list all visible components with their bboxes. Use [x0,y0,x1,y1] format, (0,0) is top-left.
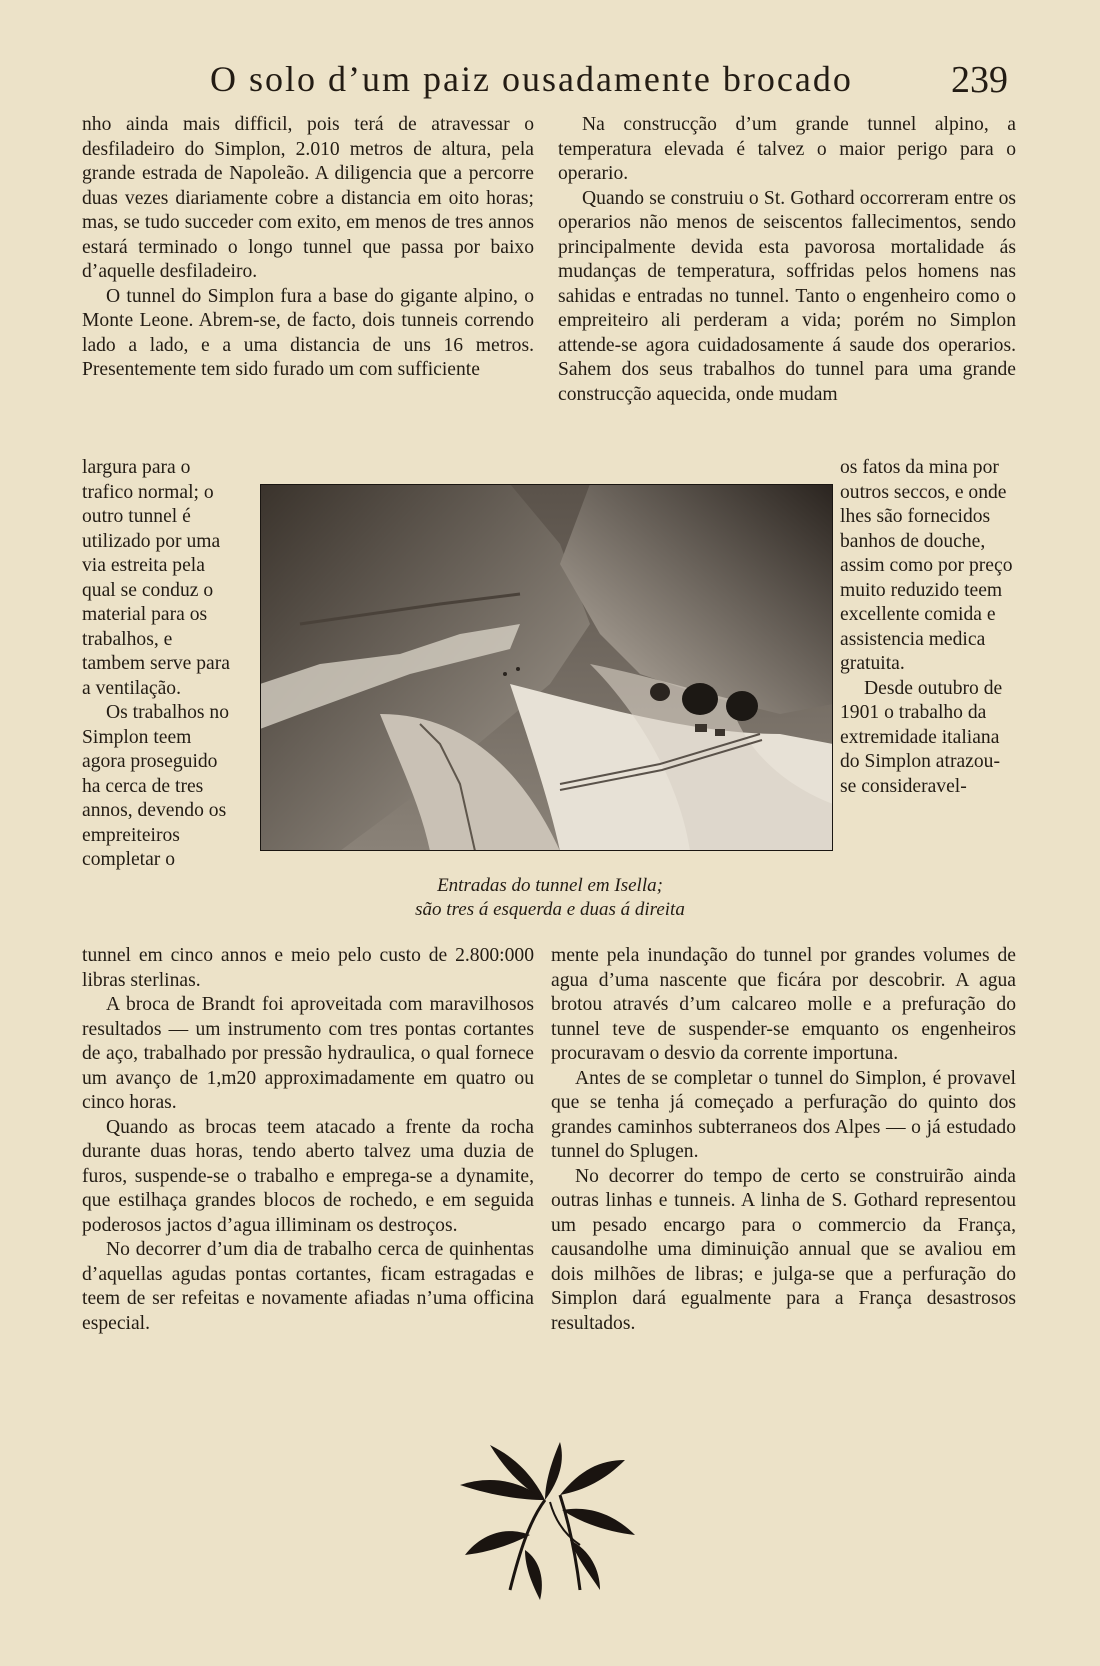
right-column-bottom [551,944,1016,1336]
paragraph: nho ainda mais difficil, pois terá de atravessar o desfiladeiro do Simplon, 2.010 metros de altura, pela grande estrada de Napoleão. A diligencia que a percorre duas vezes diariamente cobre a distancia em oito horas; mas, se tudo succeder com exito, em menos de tres annos estará terminado o longo tunnel que passa por baixo d’aquelle desfiladeiro. [82,114,534,282]
paragraph: largura para o trafico normal; o outro tunnel é utilizado por uma via estreita pela qual se conduz o material para os trabalhos, e tambem serve para a ventilação. [82,457,230,699]
tunnel-photo [260,484,833,851]
page-header [200,58,1020,106]
paragraph: Desde outubro de 1901 o trabalho da extremidade italiana do Simplon atrazou-se consideravel- [840,677,1003,797]
caption-line: Entradas do tunnel em Isella; [437,875,663,896]
paragraph: Antes de se completar o tunnel do Simplon, é provavel que se tenha já começado a perfuração do quinto dos grandes caminhos subterraneos dos Alpes — o já estudado tunnel do Splugen. [551,1067,1016,1162]
paragraph: Os trabalhos no Simplon teem agora proseguido ha cerca de tres annos, devendo os empreiteiros completar o [82,702,229,870]
paragraph: tunnel em cinco annos e meio pelo custo de 2.800:000 libras sterlinas. [82,945,534,991]
paragraph: mente pela inundação do tunnel por grandes volumes de agua d’uma nascente que ficára por descobrir. A agua brotou através d’um calcareo molle e a prefuração do tunnel teve de suspender-se emquanto os engenheiros procuravam o desvio da corrente importuna. [551,945,1016,1064]
floral-ornament-icon [450,1440,640,1610]
right-column-top [558,113,1016,407]
left-column-beside-figure [82,456,232,873]
right-column-beside-figure [840,456,1016,799]
page-number: 239 [951,59,1008,101]
paragraph: No decorrer d’um dia de trabalho cerca de quinhentas d’aquellas agudas pontas cortantes, ficam estragadas e teem de ser refeitas e novamente afiadas n’uma officina especial. [82,1239,534,1334]
paragraph: Quando as brocas teem atacado a frente da rocha durante duas horas, tendo aberto talvez uma duzia de furos, suspende-se o trabalho e emprega-se a dynamite, que estilhaça grandes blocos de rochedo, e em seguida poderosos jactos d’agua illiminam os destroços. [82,1116,534,1236]
left-column-bottom [82,944,534,1336]
paragraph: A broca de Brandt foi aproveitada com maravilhosos resultados — um instrumento com tres pontas cortantes de aço, trabalhado por pressão hydraulica, o qual fornece um avanço de 1,m20 approximadamente em quatro ou cinco horas. [82,994,534,1113]
caption-line: são tres á esquerda e duas á direita [415,899,685,920]
running-title: O solo d’um paiz ousadamente brocado [210,59,853,99]
left-column-top [82,113,534,383]
paragraph: O tunnel do Simplon fura a base do gigante alpino, o Monte Leone. Abrem-se, de facto, dois tunneis correndo lado a lado, e a uma distancia de uns 16 metros. Presentemente tem sido furado um com sufficiente [82,285,534,380]
paragraph: os fatos da mina por outros seccos, e onde lhes são fornecidos banhos de douche, assim como por preço muito reduzido teem excellente comida e assistencia medica gratuita. [840,457,1013,674]
paragraph: Na construcção d’um grande tunnel alpino, a temperatura elevada é talvez o maior perigo para o operario. [558,114,1016,184]
paragraph: Quando se construiu o St. Gothard occorreram entre os operarios não menos de seiscentos fallecimentos, sendo principalmente devida esta pavorosa mortalidade ás mudanças de temperatura, soffridas pelos homens nas sahidas e entradas no tunnel. Tanto o engenheiro como o empreiteiro ali perderam a vida; porém no Simplon attende-se agora cuidadosamente á saude dos operarios. Sahem dos seus trabalhos do tunnel para uma grande construcção aquecida, onde mudam [558,187,1016,405]
figure-caption [300,874,800,922]
paragraph: No decorrer do tempo de certo se construirão ainda outras linhas e tunneis. A linha de S. Gothard representou um pesado encargo para o commercio da França, causandolhe uma diminuição annual que se avaliou em dois milhões de libras; e julga-se que a perfuração do Simplon dará egualmente para a França desastrosos resultados. [551,1165,1016,1334]
